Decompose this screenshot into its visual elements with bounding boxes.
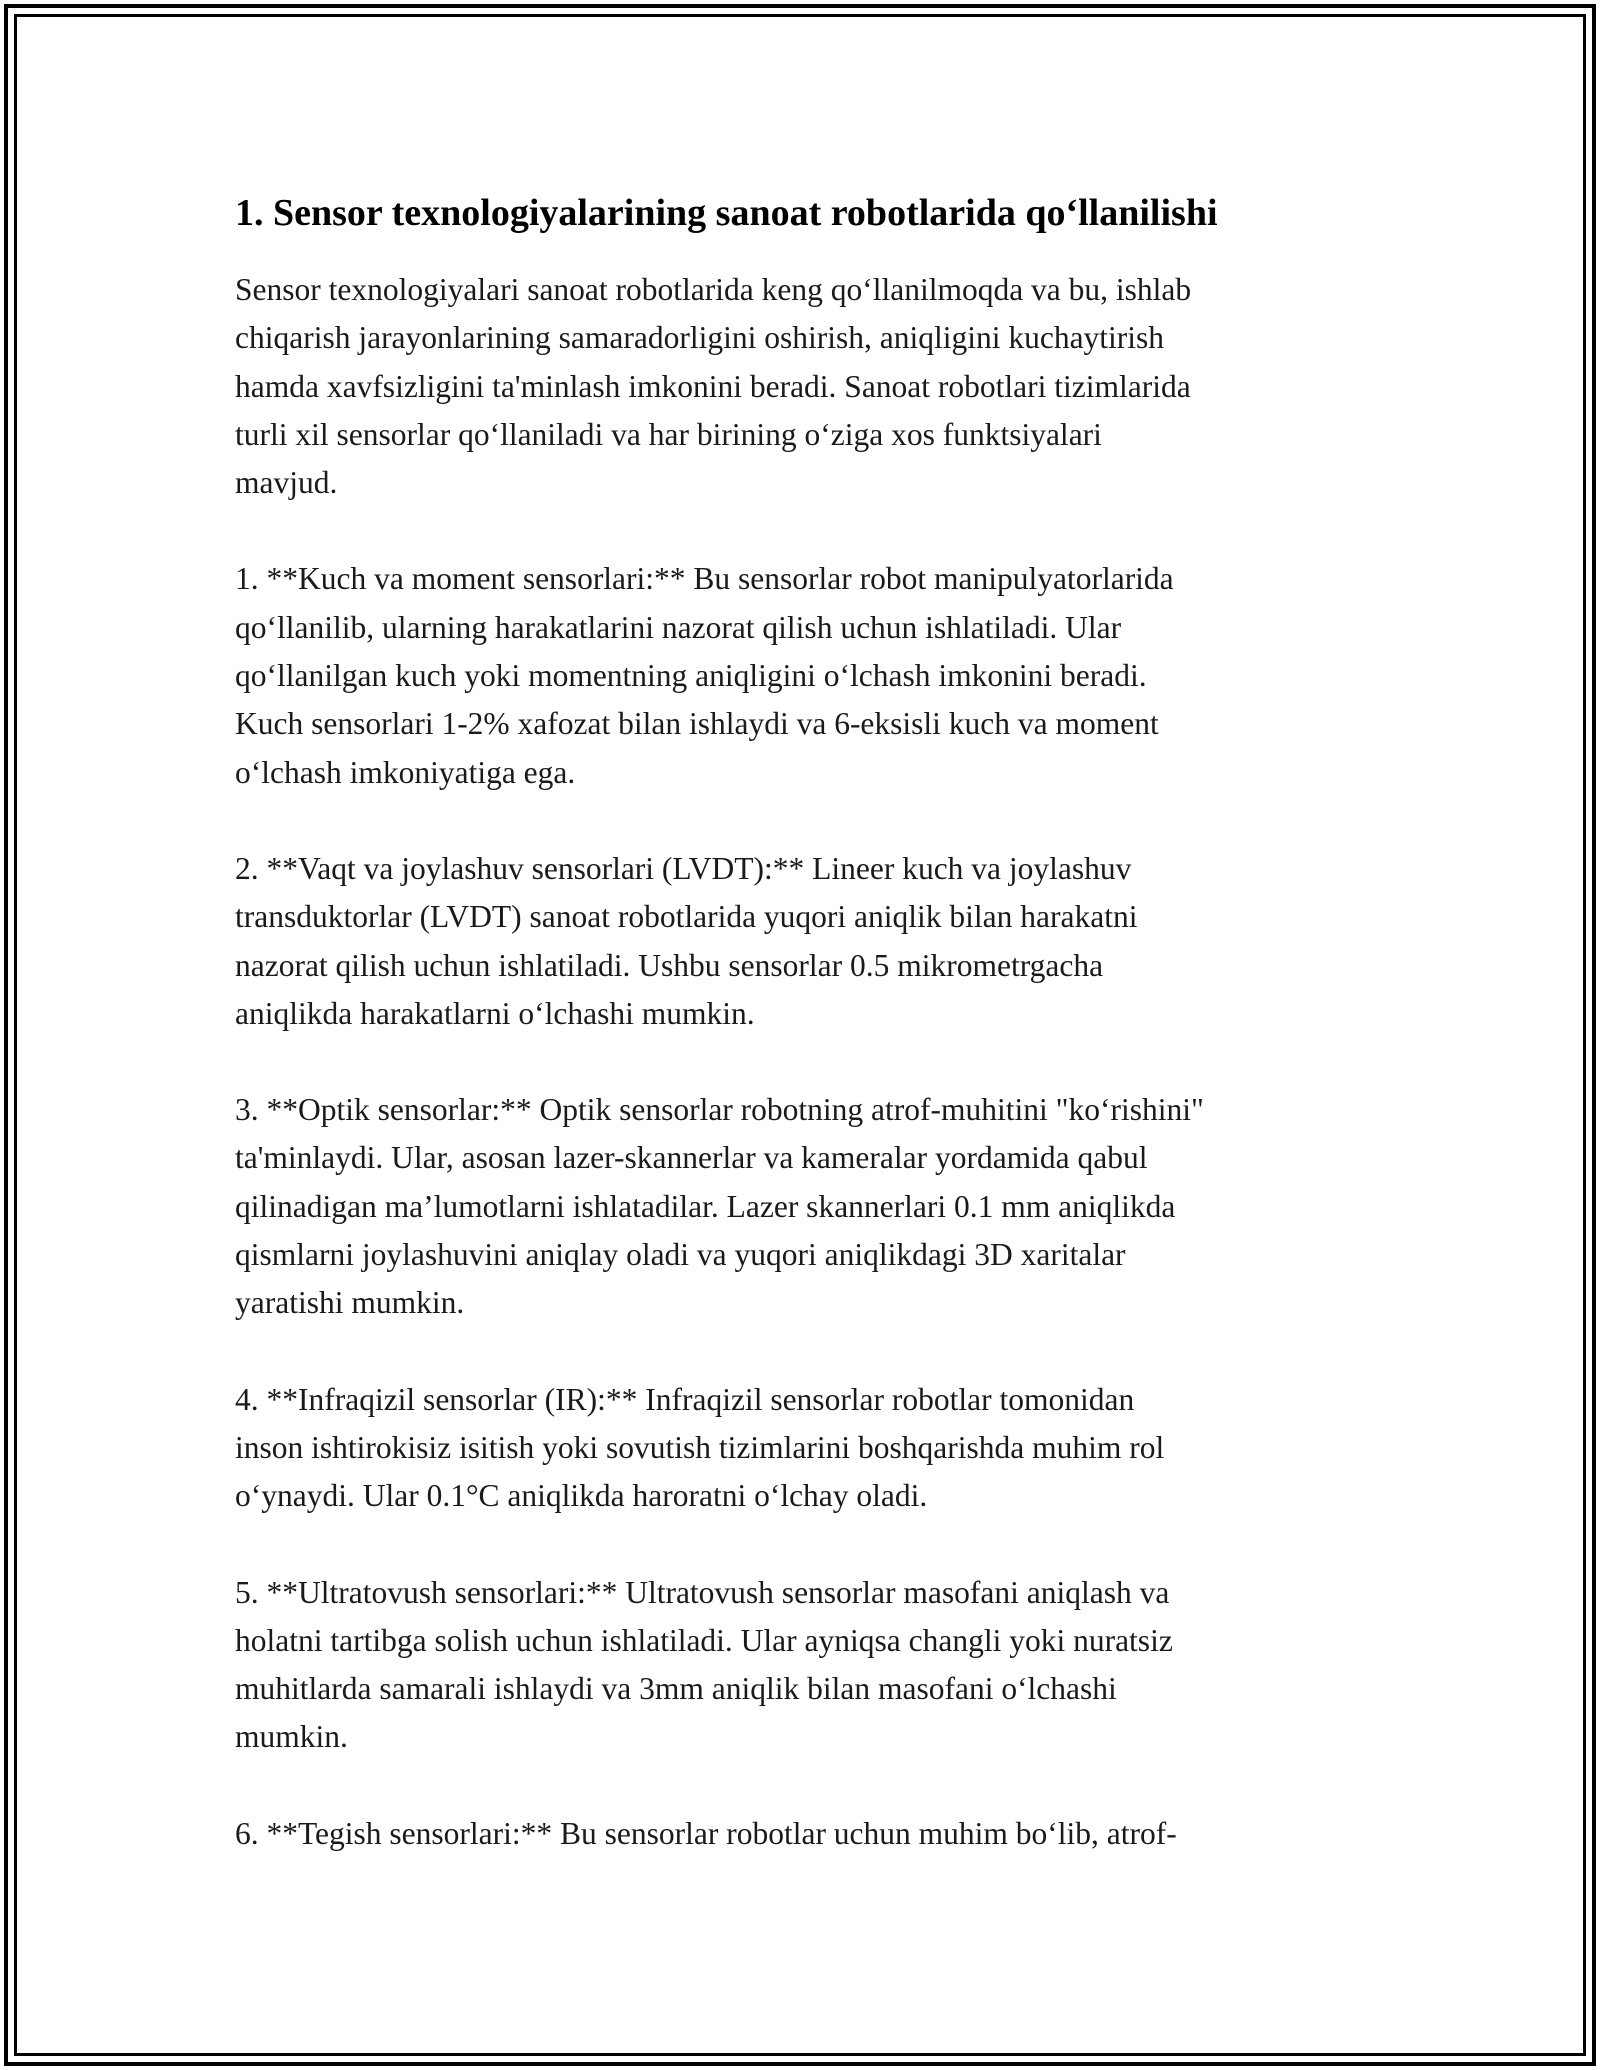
- document-body: [235, 188, 1385, 1906]
- intro-paragraph: Sensor texnologiyalari sanoat robotlarida keng qo‘llanilmoqda va bu, ishlab chiqarish jarayonlarining samaradorligini oshirish, aniqligini kuchaytirish hamda xavfsizligini ta'minlash imkonini beradi. Sanoat robotlari tizimlarida turli xil sensorlar qo‘llaniladi va har birining o‘ziga xos funktsiyalari mavjud.: [235, 272, 1192, 501]
- section-heading: 1. Sensor texnologiyalarining sanoat robotlarida qo‘llanilishi: [235, 192, 1218, 234]
- list-item-optical-sensors: 3. **Optik sensorlar:** Optik sensorlar robotning atrof-muhitini "ko‘rishini" ta'minlaydi. Ular, asosan lazer-skannerlar va kameralar yordamida qabul qilinadigan ma’lumotlarni ishlatadilar. Lazer skannerlari 0.1 mm aniqlikda qismlarni joylashuvini aniqlay oladi va yuqori aniqlikdagi 3D xaritalar yaratishi mumkin.: [235, 1092, 1204, 1321]
- list-item-infrared-sensors: 4. **Infraqizil sensorlar (IR):** Infraqizil sensorlar robotlar tomonidan inson ishtirokisiz isitish yoki sovutish tizimlarini boshqarishda muhim rol o‘ynaydi. Ular 0.1°C aniqlikda haroratni o‘lchay oladi.: [235, 1381, 1165, 1514]
- list-item-force-torque-sensors: 1. **Kuch va moment sensorlari:** Bu sensorlar robot manipulyatorlarida qo‘llanilib, ularning harakatlarini nazorat qilish uchun ishlatiladi. Ular qo‘llanilgan kuch yoki momentning aniqligini o‘lchash imkonini beradi. Kuch sensorlari 1-2% xafozat bilan ishlaydi va 6-eksisli kuch va moment o‘lchash imkoniyatiga ega.: [235, 561, 1174, 790]
- list-item-touch-sensors: 6. **Tegish sensorlari:** Bu sensorlar robotlar uchun muhim bo‘lib, atrof-: [235, 1815, 1177, 1851]
- list-item-ultrasonic-sensors: 5. **Ultratovush sensorlari:** Ultratovush sensorlar masofani aniqlash va holatni tartibga solish uchun ishlatiladi. Ular ayniqsa changli yoki nuratsiz muhitlarda samarali ishlaydi va 3mm aniqlik bilan masofani o‘lchashi mumkin.: [235, 1574, 1173, 1755]
- list-item-lvdt-sensors: 2. **Vaqt va joylashuv sensorlari (LVDT):** Lineer kuch va joylashuv transduktorlar (LVDT) sanoat robotlarida yuqori aniqlik bilan harakatni nazorat qilish uchun ishlatiladi. Ushbu sensorlar 0.5 mikrometrgacha aniqlikda harakatlarni o‘lchashi mumkin.: [235, 850, 1138, 1031]
